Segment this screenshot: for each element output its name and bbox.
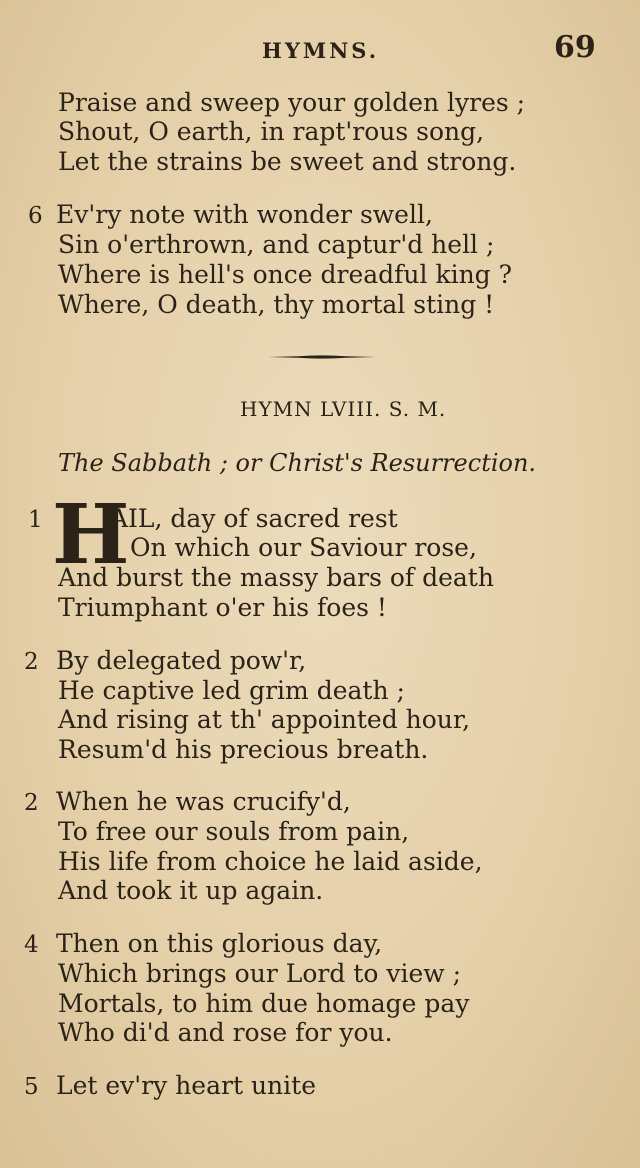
hymn-subtitle: The Sabbath ; or Christ's Resurrection. <box>58 449 537 477</box>
verse-line: Who di'd and rose for you. <box>58 1018 393 1047</box>
verse-line: And burst the massy bars of death <box>58 563 494 592</box>
verse-line: And took it up again. <box>58 876 324 905</box>
verse-line: Where is hell's once dreadful king ? <box>58 260 513 289</box>
verse-line: By delegated pow'r, <box>56 646 307 675</box>
page-header <box>0 30 640 68</box>
verse-line: He captive led grim death ; <box>58 676 405 705</box>
stanza-number: 2 <box>24 649 39 675</box>
verse-line: Praise and sweep your golden lyres ; <box>58 88 526 117</box>
stanza-number: 6 <box>28 203 43 229</box>
verse-line: And rising at th' appointed hour, <box>58 705 471 734</box>
drop-cap: H <box>52 487 130 583</box>
stanza-number: 5 <box>24 1074 39 1100</box>
stanza-number: 2 <box>24 790 39 816</box>
running-head: HYMNS. <box>262 38 380 63</box>
verse-line: Where, O death, thy mortal sting ! <box>58 290 495 319</box>
verse-line: To free our souls from pain, <box>58 817 410 846</box>
section-divider <box>268 355 376 359</box>
verse-line: Which brings our Lord to view ; <box>58 959 462 988</box>
verse-line: Mortals, to him due homage pay <box>58 989 470 1018</box>
stanza-number: 1 <box>28 507 43 533</box>
verse-line: Shout, O earth, in rapt'rous song, <box>58 117 485 146</box>
verse-line: On which our Saviour rose, <box>130 533 477 562</box>
verse-line: Resum'd his precious breath. <box>58 735 429 764</box>
verse-line: When he was crucify'd, <box>56 787 351 816</box>
verse-line: Let the strains be sweet and strong. <box>58 147 517 176</box>
page-number: 69 <box>554 30 596 65</box>
verse-line: Then on this glorious day, <box>56 929 383 958</box>
hymn-title: HYMN LVIII. S. M. <box>240 397 447 421</box>
verse-line: AIL, day of sacred rest <box>110 504 398 533</box>
verse-line: Ev'ry note with wonder swell, <box>56 200 433 229</box>
verse-line: His life from choice he laid aside, <box>58 847 483 876</box>
verse-line: Triumphant o'er his foes ! <box>58 593 387 622</box>
stanza-number: 4 <box>24 932 39 958</box>
verse-line: Let ev'ry heart unite <box>56 1071 316 1100</box>
verse-line: Sin o'erthrown, and captur'd hell ; <box>58 230 495 259</box>
